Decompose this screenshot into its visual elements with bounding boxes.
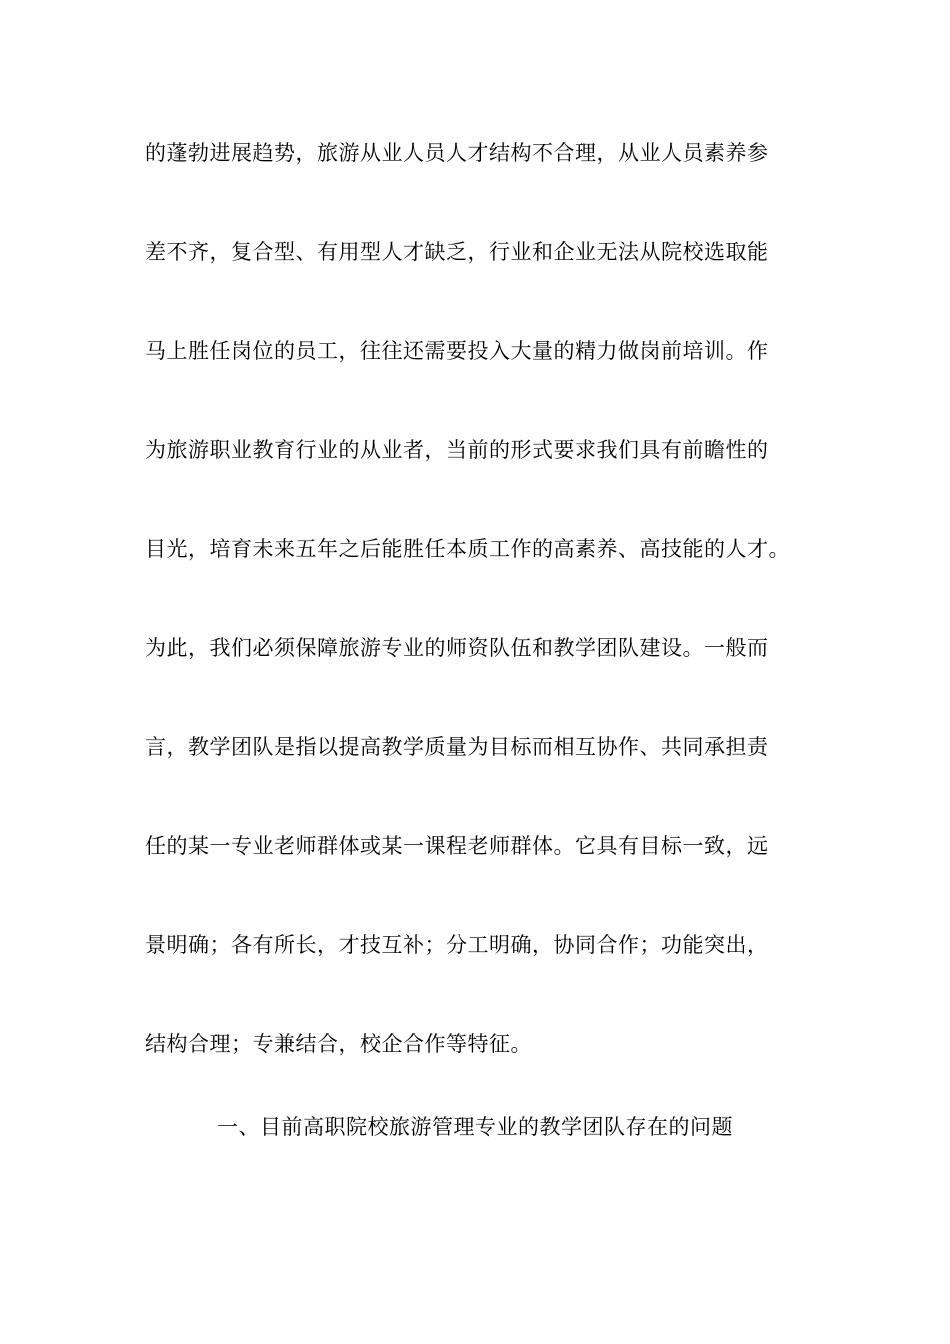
paragraph-line-8: 任的某一专业老师群体或某一课程老师群体。它具有目标一致，远 bbox=[145, 834, 769, 858]
paragraph-line-4: 为旅游职业教育行业的从业者，当前的形式要求我们具有前瞻性的 bbox=[145, 438, 769, 462]
paragraph-line-7: 言，教学团队是指以提高教学质量为目标而相互协作、共同承担责 bbox=[145, 735, 769, 759]
paragraph-line-5: 目光，培育未来五年之后能胜任本质工作的高素养、高技能的人才。 bbox=[145, 537, 790, 561]
paragraph-line-1: 的蓬勃进展趋势，旅游从业人员人才结构不合理，从业人员素养参 bbox=[145, 141, 769, 165]
paragraph-line-9: 景明确；各有所长，才技互补；分工明确，协同合作；功能突出， bbox=[145, 933, 769, 957]
paragraph-line-10: 结构合理；专兼结合，校企合作等特征。 bbox=[145, 1032, 532, 1056]
paragraph-line-2: 差不齐，复合型、有用型人才缺乏，行业和企业无法从院校选取能 bbox=[145, 240, 769, 264]
paragraph-line-3: 马上胜任岗位的员工，往往还需要投入大量的精力做岗前培训。作 bbox=[145, 339, 769, 363]
section-heading: 一、目前高职院校旅游管理专业的教学团队存在的问题 bbox=[217, 1115, 733, 1139]
paragraph-line-6: 为此，我们必须保障旅游专业的师资队伍和教学团队建设。一般而 bbox=[145, 636, 769, 660]
